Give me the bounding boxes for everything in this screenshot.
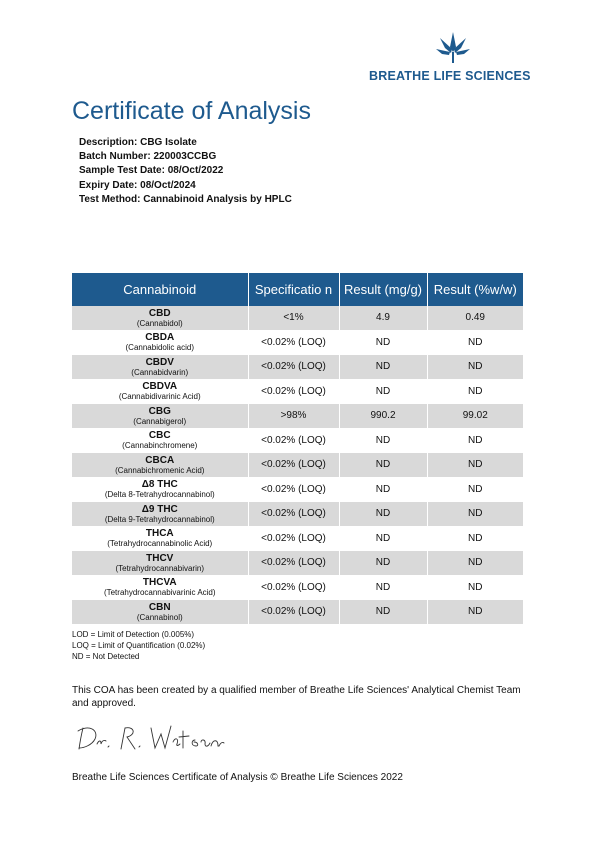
cannabinoid-name: CBCA	[145, 454, 175, 466]
table-row	[72, 428, 523, 453]
result-pct-cell: ND	[427, 379, 523, 404]
table-row	[72, 330, 523, 355]
result-pct-cell: ND	[427, 477, 523, 502]
cannabinoid-cell	[72, 306, 248, 330]
table-header-row	[72, 273, 523, 306]
cannabinoid-name: THCV	[146, 552, 174, 564]
cannabinoid-full-name: (Cannabinchromene)	[122, 441, 198, 451]
test-method: Test Method: Cannabinoid Analysis by HPLC	[79, 193, 292, 205]
note-loq: LOQ = Limit of Quantification (0.02%)	[72, 641, 206, 650]
cannabinoid-full-name: (Tetrahydrocannabivarinic Acid)	[103, 588, 216, 598]
cannabinoid-full-name: (Cannabidolic acid)	[125, 343, 194, 353]
specification-cell: <0.02% (LOQ)	[248, 575, 339, 600]
cannabinoid-full-name: (Cannabidol)	[136, 318, 183, 328]
result-mg-cell: ND	[339, 355, 427, 380]
expiry-date: Expiry Date: 08/Oct/2024	[79, 179, 196, 191]
table-row	[72, 575, 523, 600]
result-mg-cell: ND	[339, 575, 427, 600]
specification-cell: <0.02% (LOQ)	[248, 428, 339, 453]
cannabinoid-name: CBDVA	[142, 381, 178, 393]
header-cannabinoid: Cannabinoid	[72, 273, 248, 306]
batch-number: Batch Number: 220003CCBG	[79, 151, 217, 163]
description: Description: CBG Isolate	[79, 137, 197, 148]
specification-cell: <0.02% (LOQ)	[248, 453, 339, 478]
table-row	[72, 453, 523, 478]
table-row	[72, 379, 523, 404]
cannabinoid-full-name: (Delta 9-Tetrahydrocannabinol)	[104, 514, 215, 524]
specification-cell: <0.02% (LOQ)	[248, 477, 339, 502]
results-table	[72, 273, 523, 625]
specification-cell: <1%	[248, 306, 339, 330]
header-result-mg: Result (mg/g)	[339, 273, 427, 306]
cannabinoid-name: Δ8 THC	[141, 479, 178, 491]
result-pct-cell: ND	[427, 428, 523, 453]
cannabinoid-cell	[72, 330, 248, 355]
cannabinoid-full-name: (Cannabigerol)	[133, 416, 187, 426]
page-title: Certificate of Analysis	[72, 97, 311, 125]
cannabinoid-full-name: (Cannabidvarin)	[131, 367, 189, 377]
specification-cell: <0.02% (LOQ)	[248, 502, 339, 527]
result-mg-cell: 990.2	[339, 404, 427, 429]
brand-logo	[360, 30, 560, 85]
cannabinoid-full-name: (Cannabinol)	[136, 612, 183, 622]
cannabis-leaf-icon	[435, 30, 471, 64]
specification-cell: <0.02% (LOQ)	[248, 526, 339, 551]
result-mg-cell: ND	[339, 379, 427, 404]
sample-details	[79, 136, 292, 207]
table-row	[72, 306, 523, 330]
result-pct-cell: ND	[427, 600, 523, 625]
cannabinoid-cell	[72, 575, 248, 600]
footer-text: Breathe Life Sciences Certificate of Analysis © Breathe Life Sciences 2022	[72, 772, 403, 783]
result-pct-cell: 99.02	[427, 404, 523, 429]
result-pct-cell: ND	[427, 453, 523, 478]
cannabinoid-name: CBG	[148, 405, 171, 417]
signature	[75, 722, 225, 759]
result-pct-cell: ND	[427, 526, 523, 551]
result-mg-cell: ND	[339, 502, 427, 527]
result-mg-cell: ND	[339, 477, 427, 502]
cannabinoid-cell	[72, 477, 248, 502]
cannabinoid-cell	[72, 404, 248, 429]
abbreviation-notes	[72, 629, 205, 662]
table-row	[72, 477, 523, 502]
result-mg-cell: ND	[339, 330, 427, 355]
specification-cell: <0.02% (LOQ)	[248, 330, 339, 355]
cannabinoid-cell	[72, 600, 248, 625]
header-specification: Specificatio n	[248, 273, 339, 306]
result-mg-cell: ND	[339, 600, 427, 625]
table-row	[72, 355, 523, 380]
brand-name: BREATHE LIFE SCIENCES	[369, 69, 531, 83]
specification-cell: <0.02% (LOQ)	[248, 355, 339, 380]
cannabinoid-name: CBDV	[145, 356, 174, 368]
note-nd: ND = Not Detected	[72, 652, 140, 661]
table-row	[72, 404, 523, 429]
cannabinoid-full-name: (Tetrahydrocannabivarin)	[115, 563, 204, 573]
cannabinoid-cell	[72, 551, 248, 576]
cannabinoid-name: CBN	[148, 601, 171, 613]
note-lod: LOD = Limit of Detection (0.005%)	[72, 630, 195, 639]
table-row	[72, 502, 523, 527]
result-pct-cell: 0.49	[427, 306, 523, 330]
table-row	[72, 600, 523, 625]
specification-cell: <0.02% (LOQ)	[248, 551, 339, 576]
sample-test-date: Sample Test Date: 08/Oct/2022	[79, 165, 224, 177]
cannabinoid-cell	[72, 526, 248, 551]
specification-cell: <0.02% (LOQ)	[248, 600, 339, 625]
cannabinoid-cell	[72, 453, 248, 478]
cannabinoid-cell	[72, 355, 248, 380]
cannabinoid-full-name: (Tetrahydrocannabinolic Acid)	[107, 539, 213, 549]
cannabinoid-name: Δ9 THC	[141, 503, 178, 515]
approval-statement: This COA has been created by a qualified member of Breathe Life Sciences' Analytical Chemist Team and approved.	[72, 685, 521, 709]
cannabinoid-cell	[72, 428, 248, 453]
cannabinoid-full-name: (Cannabichromenic Acid)	[115, 465, 205, 475]
cannabinoid-name: THCA	[145, 528, 174, 540]
cannabinoid-name: THCVA	[142, 577, 177, 589]
result-mg-cell: ND	[339, 526, 427, 551]
result-mg-cell: ND	[339, 428, 427, 453]
specification-cell: >98%	[248, 404, 339, 429]
cannabinoid-cell	[72, 379, 248, 404]
result-pct-cell: ND	[427, 355, 523, 380]
result-mg-cell: 4.9	[339, 306, 427, 330]
cannabinoid-cell	[72, 502, 248, 527]
specification-cell: <0.02% (LOQ)	[248, 379, 339, 404]
header-result-pct: Result (%w/w)	[427, 273, 523, 306]
cannabinoid-full-name: (Delta 8-Tetrahydrocannabinol)	[104, 490, 215, 500]
result-mg-cell: ND	[339, 453, 427, 478]
cannabinoid-name: CBC	[148, 430, 171, 442]
cannabinoid-full-name: (Cannabidivarinic Acid)	[118, 392, 201, 402]
result-pct-cell: ND	[427, 551, 523, 576]
result-pct-cell: ND	[427, 575, 523, 600]
table-row	[72, 551, 523, 576]
result-pct-cell: ND	[427, 502, 523, 527]
cannabinoid-name: CBDA	[145, 332, 175, 344]
cannabinoid-name: CBD	[148, 307, 171, 319]
result-mg-cell: ND	[339, 551, 427, 576]
table-row	[72, 526, 523, 551]
result-pct-cell: ND	[427, 330, 523, 355]
